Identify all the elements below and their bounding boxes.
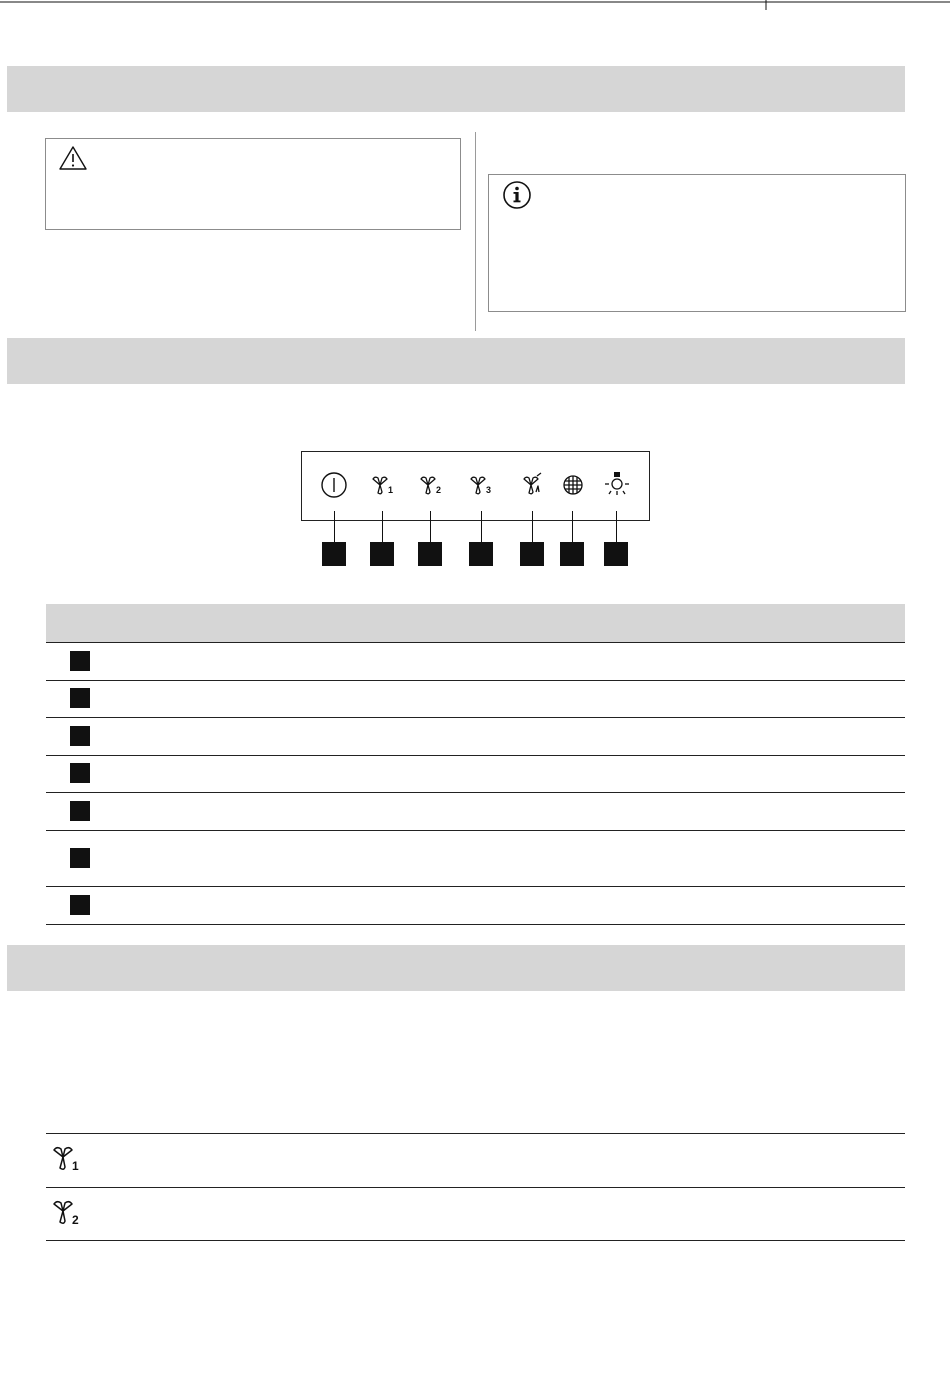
table-row bbox=[46, 793, 905, 831]
table-row bbox=[46, 756, 905, 793]
top-crop-rule bbox=[0, 0, 950, 22]
callout-leader bbox=[430, 511, 431, 542]
callout-marker bbox=[370, 542, 394, 566]
callout-marker bbox=[322, 542, 346, 566]
callout-leader bbox=[382, 511, 383, 542]
info-box bbox=[488, 174, 906, 312]
table-bottom-rule bbox=[46, 1240, 905, 1241]
callout-marker bbox=[70, 688, 90, 708]
section-header-band bbox=[7, 338, 905, 384]
callout-marker bbox=[70, 651, 90, 671]
fan-speed-1-digit: 1 bbox=[388, 485, 394, 495]
callout-leader bbox=[616, 511, 617, 542]
warning-box bbox=[45, 138, 461, 230]
section-header-band bbox=[7, 66, 905, 112]
callout-leader bbox=[532, 511, 533, 542]
info-circle-icon bbox=[501, 179, 533, 211]
function-table-header bbox=[46, 604, 905, 643]
fan-speed-2-icon bbox=[50, 1197, 86, 1227]
callout-leader bbox=[481, 511, 482, 542]
fan-speed-1-icon[interactable] bbox=[369, 470, 399, 500]
light-icon[interactable] bbox=[602, 470, 632, 500]
fan-speed-1-icon bbox=[50, 1143, 86, 1173]
fan-speed-3-icon[interactable] bbox=[467, 470, 497, 500]
section-header-band bbox=[7, 945, 905, 991]
grease-filter-icon[interactable] bbox=[558, 470, 588, 500]
callout-marker bbox=[604, 542, 628, 566]
callout-marker bbox=[70, 726, 90, 746]
fan-speed-3-digit: 3 bbox=[486, 485, 492, 495]
control-panel bbox=[301, 451, 650, 521]
warning-triangle-icon bbox=[58, 145, 88, 171]
callout-marker bbox=[70, 801, 90, 821]
table-row bbox=[46, 831, 905, 887]
callout-marker bbox=[469, 542, 493, 566]
table-row bbox=[46, 681, 905, 718]
callout-leader bbox=[572, 511, 573, 542]
callout-marker bbox=[418, 542, 442, 566]
speed-row bbox=[46, 1187, 905, 1241]
callout-leader bbox=[334, 511, 335, 542]
power-icon[interactable] bbox=[319, 470, 349, 500]
callout-marker bbox=[70, 895, 90, 915]
column-divider bbox=[475, 132, 476, 331]
table-row bbox=[46, 643, 905, 681]
table-row bbox=[46, 887, 905, 925]
fan-speed-2-digit: 2 bbox=[72, 1213, 79, 1227]
callout-marker bbox=[70, 763, 90, 783]
callout-marker bbox=[560, 542, 584, 566]
fan-speed-2-digit: 2 bbox=[436, 485, 442, 495]
speed-row bbox=[46, 1133, 905, 1187]
callout-marker bbox=[520, 542, 544, 566]
fan-boost-icon[interactable] bbox=[518, 470, 548, 500]
fan-speed-2-icon[interactable] bbox=[417, 470, 447, 500]
callout-marker bbox=[70, 848, 90, 868]
fan-speed-1-digit: 1 bbox=[72, 1159, 79, 1173]
table-row bbox=[46, 718, 905, 756]
